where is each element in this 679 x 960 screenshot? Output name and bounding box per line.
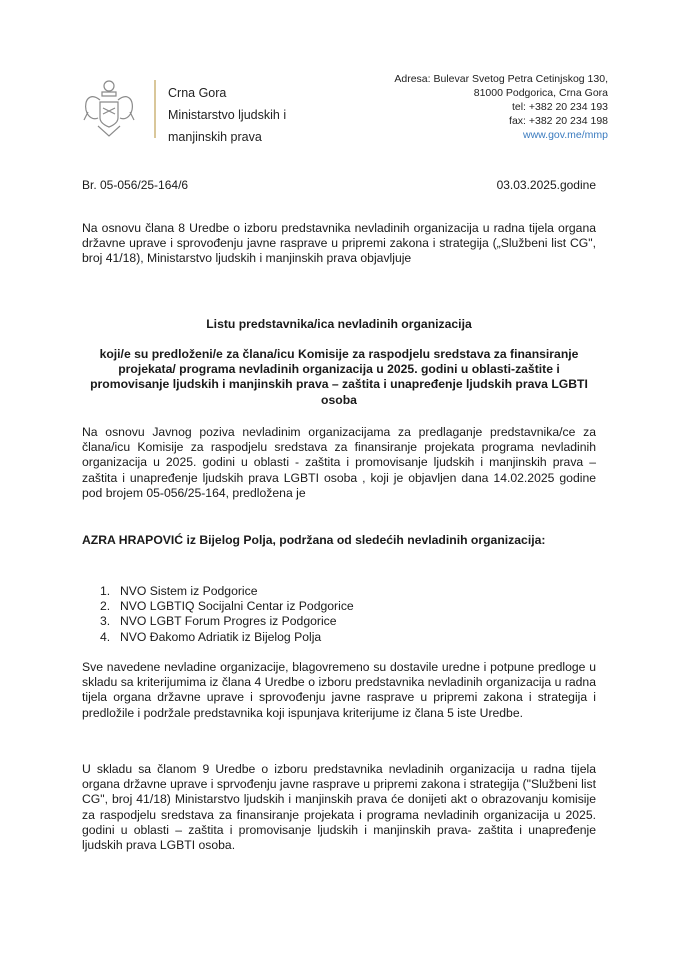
closing-paragraph: U skladu sa članom 9 Uredbe o izboru predstavnika nevladinih organizacija u radna tijela organa državne uprave i sprvođenju javne rasprave u pripremi zakona i strategija ("Službeni list CG", broj 41/18) Ministarstvo ljudskih i manjinskih prava će donijeti akt o obrazovanju komisije za raspodjelu sredstava za finansiranje projekata i programa nevladinih organizacija u 2025. godini u oblasti – zaštita i promovisanje ljudskih i manjinskih prava- zaštita i unapređenje ljudskih prava LGBTI osoba. bbox=[82, 762, 596, 853]
letterhead-divider bbox=[154, 80, 156, 138]
list-item: 2. NVO LGBTIQ Socijalni Centar iz Podgorice bbox=[100, 599, 354, 614]
ministry-name-line2: manjinskih prava bbox=[168, 130, 262, 144]
reference-number: Br. 05-056/25-164/6 bbox=[82, 178, 189, 192]
document-title: Listu predstavnika/ica nevladinih organizacija bbox=[206, 317, 472, 331]
intro-paragraph: Na osnovu člana 8 Uredbe o izboru predstavnika nevladinih organizacija u radna tijela organa državne uprave i sprovođenju javne rasprave u pripremi zakona i strategija („Službeni list CG", broj 41/18), Ministarstvo ljudskih i manjinskih prava objavljuje bbox=[82, 221, 596, 266]
reference-line bbox=[82, 178, 596, 192]
contact-block bbox=[394, 72, 608, 142]
document-date: 03.03.2025.godine bbox=[496, 178, 596, 192]
supporting-organizations-list bbox=[100, 584, 354, 645]
organization-name: NVO LGBT Forum Progres iz Podgorice bbox=[120, 614, 337, 629]
ministry-name-line1: Ministarstvo ljudskih i bbox=[168, 108, 287, 122]
country-name: Crna Gora bbox=[168, 86, 227, 100]
letterhead bbox=[78, 72, 608, 152]
fax: fax: +382 20 234 198 bbox=[509, 115, 608, 127]
compliance-paragraph: Sve navedene nevladine organizacije, blagovremeno su dostavile uredne i potpune predloge u skladu sa kriterijumima iz člana 4 Uredbe o izboru predstavnika nevladinih organizacija u radna tijela organa državne uprave i sprovođenju javne rasprave u pripremi zakona i strategija i predložile i podržale predstavnika koji ispunjava kriterijume iz člana 5 iste Uredbe. bbox=[82, 660, 596, 720]
coat-of-arms-icon bbox=[80, 78, 138, 140]
candidate-statement: AZRA HRAPOVIĆ iz Bijelog Polja, podržana od sledećih nevladinih organizacija: bbox=[82, 533, 546, 547]
organization-name bbox=[168, 82, 286, 148]
address-line1: Adresa: Bulevar Svetog Petra Cetinjskog 130, bbox=[394, 73, 608, 85]
call-paragraph: Na osnovu Javnog poziva nevladinim organizacijama za predlaganje predstavnika/ce za člana/icu Komisije za raspodjelu sredstava za finansiranje projekata programa nevladinih organizacija u 2025. godini u oblasti - zaštita i promovisanje ljudskih i manjinskih prava – zaštita i unapređenje ljudskih prava LGBTI osoba , koji je objavljen dana 14.02.2025 godine pod brojem 05-056/25-164, predložena je bbox=[82, 425, 596, 500]
list-item: 3. NVO LGBT Forum Progres iz Podgorice bbox=[100, 614, 337, 629]
list-item: 1. NVO Sistem iz Podgorice bbox=[100, 584, 258, 598]
telephone: tel: +382 20 234 193 bbox=[511, 101, 608, 113]
document-subtitle: koji/e su predloženi/e za člana/icu Komisije za raspodjelu sredstava za finansiranje projekata/ programa nevladinih organizacija u 2025. godini u oblasti-zaštite i promovisanje ljudskih i manjinskih prava – zaštita i unapređenje ljudskih prava LGBTI osoba bbox=[90, 347, 588, 407]
organization-name: NVO LGBTIQ Socijalni Centar iz Podgorice bbox=[120, 599, 354, 614]
address-line2: 81000 Podgorica, Crna Gora bbox=[473, 87, 608, 99]
list-item: 4. NVO Đakomo Adriatik iz Bijelog Polja bbox=[100, 629, 322, 644]
website-link[interactable]: www.gov.me/mmp bbox=[523, 129, 608, 141]
organization-name: NVO Sistem iz Podgorice bbox=[120, 584, 258, 598]
organization-name: NVO Đakomo Adriatik iz Bijelog Polja bbox=[120, 629, 322, 644]
